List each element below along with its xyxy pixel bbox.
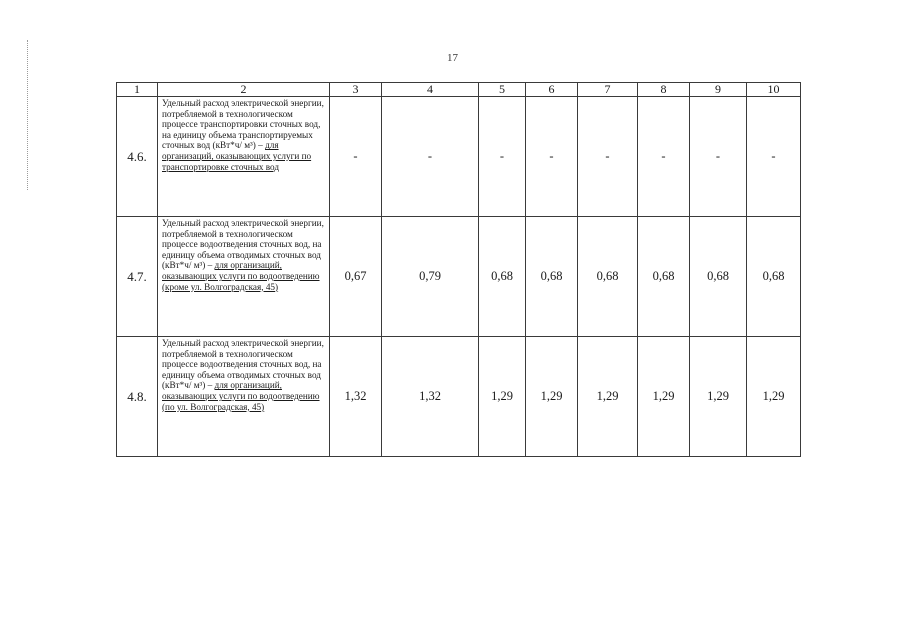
header-cell: 9 [690,83,747,97]
header-row [117,83,801,97]
header-cell: 4 [382,83,479,97]
value-cell: - [526,97,578,217]
data-table [116,82,801,457]
value-cell: - [578,97,638,217]
header-cell: 7 [578,83,638,97]
header-cell: 3 [330,83,382,97]
description-underlined-text: для организаций, оказывающих услуги по транспортировке сточных вод [162,140,312,172]
table-row [117,97,801,217]
page-number: 17 [447,52,458,64]
value-cell: 1,29 [747,337,801,457]
value-cell: - [747,97,801,217]
header-cell: 2 [158,83,330,97]
header-cell: 6 [526,83,578,97]
value-cell: 1,32 [330,337,382,457]
description-underlined-text: для организаций, оказывающих услуги по водоотведению (по ул. Волгоградская, 45) [162,380,320,412]
value-cell: 0,68 [638,217,690,337]
table-row [117,217,801,337]
value-cell: 1,32 [382,337,479,457]
value-cell: 1,29 [526,337,578,457]
value-cell: - [330,97,382,217]
description-underlined-text: для организаций, оказывающих услуги по водоотведению (кроме ул. Волгоградская, 45) [162,260,320,292]
value-cell: 0,68 [578,217,638,337]
value-cell: - [479,97,526,217]
value-cell: 1,29 [638,337,690,457]
value-cell: 0,68 [526,217,578,337]
row-description [158,217,330,337]
value-cell: 1,29 [479,337,526,457]
value-cell: 0,68 [690,217,747,337]
row-description [158,337,330,457]
row-number: 4.6. [117,97,158,217]
header-cell: 8 [638,83,690,97]
value-cell: 0,79 [382,217,479,337]
value-cell: - [690,97,747,217]
header-cell: 5 [479,83,526,97]
header-cell: 10 [747,83,801,97]
value-cell: 0,68 [747,217,801,337]
value-cell: - [382,97,479,217]
row-description [158,97,330,217]
description-text: Удельный расход электрической энергии, потребляемой в технологическом процессе транспортировки сточных вод, на единицу объема транспортируемых сточных вод (кВт*ч/ м³) – [162,98,324,151]
row-number: 4.8. [117,337,158,457]
header-cell: 1 [117,83,158,97]
value-cell: 0,67 [330,217,382,337]
value-cell: 1,29 [578,337,638,457]
table-row [117,337,801,457]
description-text: Удельный расход электрической энергии, потребляемой в технологическом процессе водоотведения сточных вод, на единицу объема отводимых сточных вод (кВт*ч/ м³) – [162,218,324,271]
row-number: 4.7. [117,217,158,337]
value-cell: 1,29 [690,337,747,457]
value-cell: - [638,97,690,217]
description-text: Удельный расход электрической энергии, потребляемой в технологическом процессе водоотведения сточных вод, на единицу объема отводимых сточных вод (кВт*ч/ м³) – [162,338,324,391]
value-cell: 0,68 [479,217,526,337]
